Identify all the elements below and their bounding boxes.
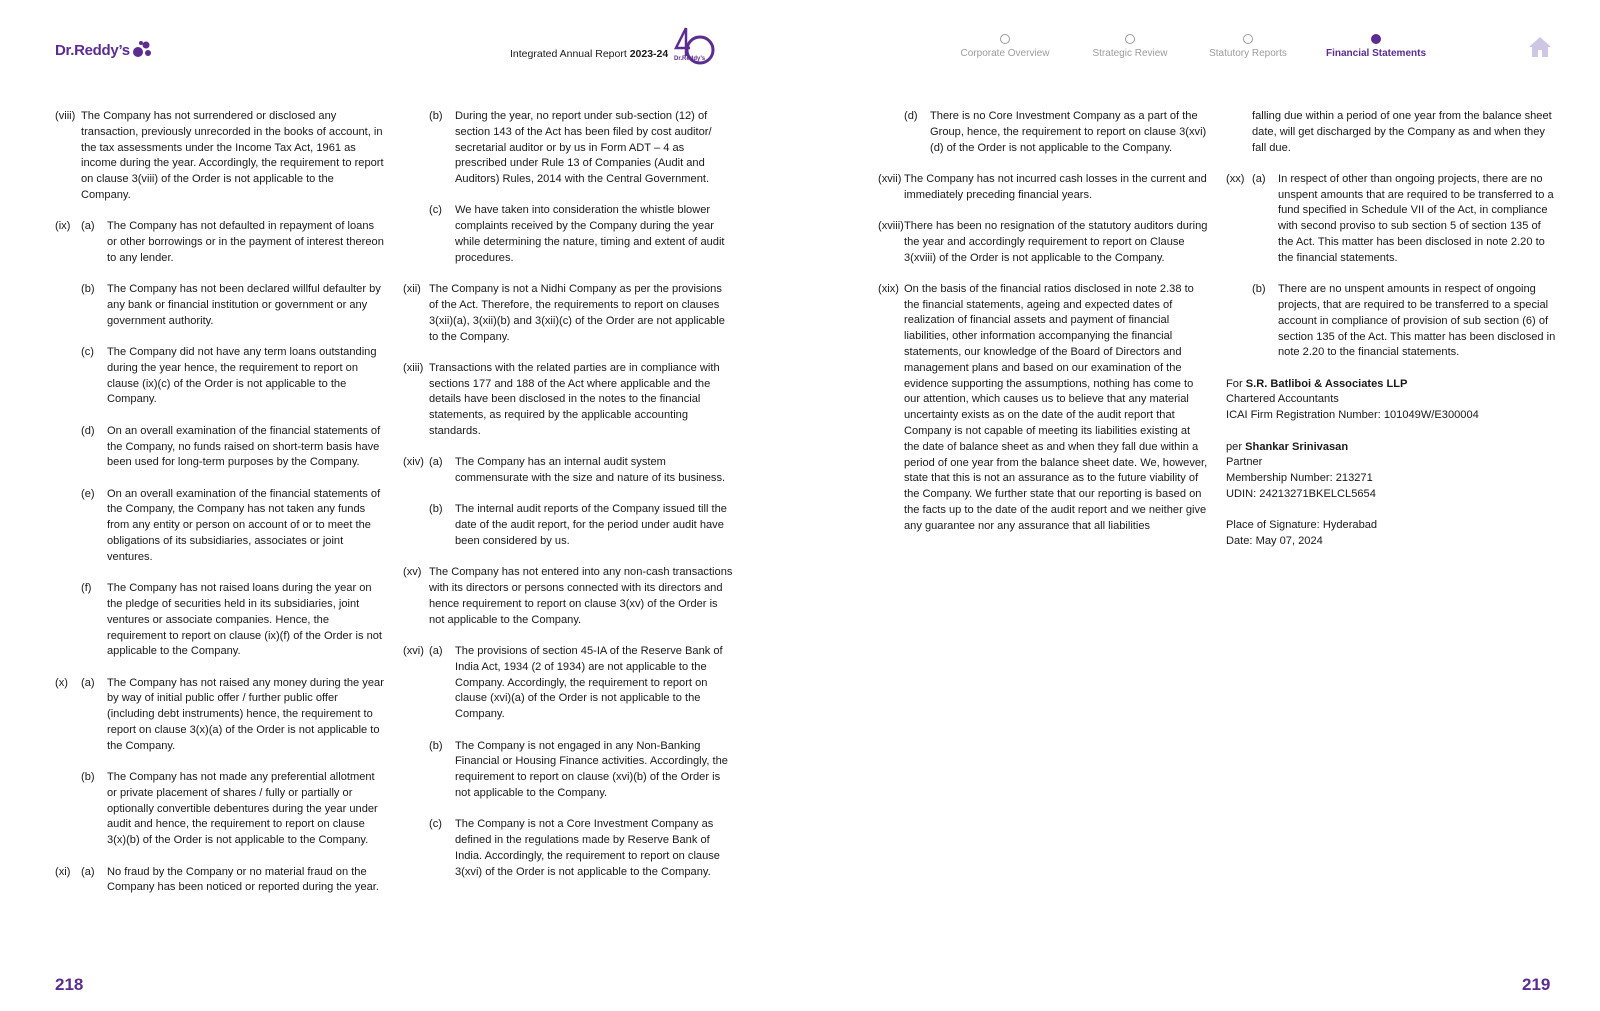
clause-text: Transactions with the related parties are in compliance with sections 177 and 188 of the Act where applicable and the details have been disclosed in the notes to the financial statements, as required by the applicable accounting standards. [429,361,720,438]
firm-name: S.R. Batliboi & Associates LLP [1245,377,1408,390]
subclause-a [81,676,385,755]
nav-strategic-review[interactable] [1075,34,1185,59]
clause-xi-continued [403,109,733,267]
subclause-number: (d) [81,424,95,437]
partner-name: Shankar Srinivasan [1245,440,1349,453]
clause-xviii [878,219,1208,266]
subclause-text: There are no unspent amounts in respect of ongoing projects, that are required to be transferred to a special account in compliance of provision of sub section (6) of section 135 of the Act. This matter has been disclosed in note 2.20 to the financial statements. [1278,283,1556,359]
clause-number: (xiii) [403,361,424,374]
text-column-3 [878,109,1208,550]
subclause-number: (b) [1252,283,1266,296]
subclause-number: (a) [429,645,443,658]
clause-body [1252,172,1556,361]
subclause-a [1252,172,1556,267]
clause-viii [55,109,385,204]
clause-text: The Company has not surrendered or disclosed any transaction, previously unrecorded in the books of account, in the tax assessments under the Income Tax Act, 1961 as income during the year. Accordingly, the requirement to report on clause 3(viii) of the Order is not applicable to the Company. [81,110,384,201]
clause-number: (xv) [403,566,422,579]
nav-financial-statements[interactable] [1311,34,1441,59]
firm-type: Chartered Accountants [1226,393,1339,406]
signature-date: Date: May 07, 2024 [1226,535,1323,548]
clause-number: (xvi) [403,645,424,658]
subclause-number: (b) [429,110,443,122]
clause-number: (xvii) [878,172,902,185]
subclause-text: The Company has not been declared willful defaulter by any bank or financial institution or government or any government authority. [107,283,381,327]
subclause-number: (c) [429,818,442,831]
clause-xv [403,565,733,628]
subclause-text: The Company has not raised loans during the year on the pledge of securities held in its subsidiaries, joint ventures or associate companies. Hence, the requirement to report on clause (ix)(f) of the Order is not applicable to the Company. [107,582,382,658]
clause-text: There has been no resignation of the statutory auditors during the year and accordingly requirement to report on Clause 3(xviii) of the Order is not applicable to the Company. [904,219,1208,264]
subclause-b [429,109,733,188]
subclause-text: The provisions of section 45-IA of the Reserve Bank of India Act, 1934 (2 of 1934) are not applicable to the Company. Accordingly, the requirement to report on clause (xvi)(a) of the Order is not applicable to the Company. [455,645,723,721]
subclause-number: (a) [81,676,95,689]
subclause-text: The Company is not engaged in any Non-Banking Financial or Housing Finance activities. Accordingly, the requirement to report on clause (xvi)(b) of the Order is not applicable to the Company. [455,739,728,799]
subclause-text: The Company has not defaulted in repayment of loans or other borrowings or in the payment of interest thereon to any lender. [107,220,384,264]
subclause-a [429,644,733,723]
subclause-number: (b) [81,283,95,296]
subclause-number: (b) [81,771,95,784]
clause-xvii [878,172,1208,204]
clause-body [429,455,733,549]
subclause-number: (a) [429,456,443,469]
nav-label: Corporate Overview [960,48,1050,59]
firm-registration: ICAI Firm Registration Number: 101049W/E300004 [1226,409,1479,422]
subclause-f [81,581,385,660]
subclause-d [81,424,385,471]
text-column-2 [403,109,733,896]
clause-number: (xix) [878,282,899,295]
subclause-number: (c) [81,346,94,359]
subclause-text: On an overall examination of the financial statements of the Company, no funds raised on short-term basis have been used for long-term purposes by the Company. [107,424,381,469]
clause-body [81,865,385,897]
clause-number: (xviii) [878,219,904,232]
anniversary-emblem-icon [672,26,716,66]
nav-dot-icon [1000,34,1010,44]
page-header [0,0,1600,80]
page-number-left: 218 [55,975,84,994]
emblem-caption: Dr.Reddy’s [674,56,706,62]
subclause-text: The Company is not a Core Investment Company as defined in the regulations made by Reserve Bank of India. Accordingly, the requirement to report on clause 3(xvi) of the Order is not applicable to the Company. [455,818,720,878]
clause-body [904,109,1208,156]
nav-label: Strategic Review [1092,48,1168,59]
clause-text: The Company has not entered into any non-cash transactions with its directors or persons connected with its directors and hence requirement to report on clause 3(xv) of the Order is not applicable to the Company. [429,566,733,626]
clause-number: (xiv) [403,456,424,469]
report-title-prefix: Integrated Annual Report [510,48,627,60]
subclause-text: The Company has not raised any money during the year by way of initial public offer / further public offer (including debt instruments) hence, the requirement to report on clause 3(x)(a) of the Order is not applicable to the Company. [107,676,384,752]
udin: UDIN: 24213271BKELCL5654 [1226,487,1376,500]
clause-xiii [403,361,733,440]
clause-text: The Company has not incurred cash losses in the current and immediately preceding financial years. [904,172,1207,201]
nav-statutory-reports[interactable] [1193,34,1303,59]
clause-text: falling due within a period of one year from the balance sheet date, will get discharged by the Company as and when they fall due. [1252,110,1552,154]
text-column-4 [1226,109,1556,550]
logo-text: Dr.Reddy’s [55,41,130,59]
partner-line [1226,440,1556,456]
subclause-a [429,455,733,487]
nav-dot-active-icon [1371,34,1381,44]
clause-ix [55,219,385,660]
subclause-number: (c) [429,204,442,217]
clause-text: The Company is not a Nidhi Company as per the provisions of the Act. Therefore, the requirements to report on clauses 3(xii)(a), 3(xii)(b) and 3(xii)(c) of the Order are not applicable to the Company. [429,283,725,343]
nav-corporate-overview[interactable] [950,34,1060,59]
subclause-c [81,345,385,408]
subclause-e [81,487,385,566]
subclause-a [81,865,385,897]
clause-number: (xi) [55,865,71,878]
subclause-number: (a) [81,220,95,233]
subclause-d [904,109,1208,156]
subclause-b [81,282,385,329]
signature-place: Place of Signature: Hyderabad [1226,519,1378,532]
subclause-b [1252,282,1556,361]
membership-number: Membership Number: 213271 [1226,472,1373,485]
report-title [510,48,668,60]
clause-xix [878,282,1208,535]
subclause-text: No fraud by the Company or no material fraud on the Company has been noticed or reported during the year. [107,865,379,894]
subclause-text: The Company has not made any preferential allotment or private placement of shares / fully or partially or optionally convertible debentures during the year under audit and hence, the requirement to report on clause 3(x)(b) of the Order is not applicable to the Company. [107,771,378,847]
subclause-a [81,219,385,266]
subclause-b [81,770,385,849]
for-prefix: For [1226,377,1243,390]
clause-xvi [403,644,733,880]
clause-xix-continued [1226,109,1556,156]
clause-number: (x) [55,676,68,689]
clause-number: (ix) [55,220,71,233]
clause-xiv [403,455,733,549]
subclause-b [429,502,733,549]
subclause-number: (d) [904,110,918,122]
clause-body [81,219,385,660]
section-nav [950,34,1441,59]
subclause-text: On an overall examination of the financial statements of the Company, the Company has not taken any funds from any entity or person on account of or to meet the obligations of its subsidiaries, associates or joint ventures. [107,487,381,563]
nav-dot-icon [1125,34,1135,44]
subclause-text: The Company has an internal audit system commensurate with the size and nature of its business. [455,456,726,485]
text-column-1 [55,109,385,912]
subclause-text: The internal audit reports of the Company issued till the date of the audit report, for the period under audit have been considered by us. [455,503,727,548]
clause-xi [55,865,385,897]
partner-role: Partner [1226,456,1263,469]
clause-number: (viii) [55,110,76,122]
subclause-number: (b) [429,503,443,516]
nav-label: Statutory Reports [1209,48,1287,59]
clause-number: (xii) [403,283,421,296]
nav-label: Financial Statements [1325,48,1427,59]
dr-reddys-logo[interactable] [55,40,154,60]
subclause-number: (e) [81,487,95,500]
subclause-number: (a) [81,865,95,878]
page-number-right: 219 [1522,975,1551,994]
subclause-text: The Company did not have any term loans outstanding during the year hence, the requirement to report on clause (ix)(c) of the Order is not applicable to the Company. [107,346,377,406]
subclause-number: (b) [429,739,443,752]
subclause-text: There is no Core Investment Company as a part of the Group, hence, the requirement to report on clause 3(xvi)(d) of the Order is not applicable to the Company. [930,110,1207,154]
clause-text: On the basis of the financial ratios disclosed in note 2.38 to the financial statements, ageing and expected dates of realization of financial assets and payment of financial liabilities, other information accompanying the financial statements, our knowledge of the Board of Directors and management plans and based on our examination of the evidence supporting the assumptions, nothing has come to our attention, which causes us to believe that any material uncertainty exists as on the date of the audit report that Company is not capable of meeting its liabilities existing at the date of balance sheet as and when they fall due within a period of one year from the balance sheet date. We, however, state that this is not an assurance as to the future viability of the Company. We further state that our reporting is based on the facts up to the date of the audit report and we neither give any guarantee nor any assurance that all liabilities [904,282,1208,532]
clause-xvi-continued [878,109,1208,156]
nav-dot-icon [1243,34,1253,44]
subclause-number: (a) [1252,172,1266,185]
subclause-c [429,203,733,266]
subclause-text: We have taken into consideration the whistle blower complaints received by the Company during the year while determining the nature, timing and extent of audit procedures. [455,204,725,264]
logo-dots-icon [132,40,154,60]
subclause-c [429,817,733,880]
subclause-text: During the year, no report under sub-section (12) of section 143 of the Act has been filed by cost auditor/ secretarial auditor or by us in Form ADT – 4 as prescribed under Rule 13 of Companies (Audit and Auditors) Rules, 2014 with the Central Government. [455,110,712,186]
clause-xii [403,282,733,345]
per-prefix: per [1226,440,1243,453]
firm-line [1226,377,1556,393]
clause-body [429,644,733,880]
clause-number: (xx) [1226,172,1245,185]
auditor-signature-block [1226,377,1556,550]
clause-x [55,676,385,849]
report-year: 2023-24 [629,48,669,60]
clause-body [429,109,733,267]
subclause-b [429,739,733,802]
clause-xx [1226,172,1556,361]
subclause-text: In respect of other than ongoing projects, there are no unspent amounts that are required to be transferred to a fund specified in Schedule VII of the Act, in compliance with second proviso to sub section 5 of section 135 of the Act. This matter has been disclosed in note 2.20 to the financial statements. [1278,172,1554,264]
home-icon[interactable] [1528,36,1552,58]
subclause-number: (f) [81,582,92,595]
clause-body [81,676,385,849]
